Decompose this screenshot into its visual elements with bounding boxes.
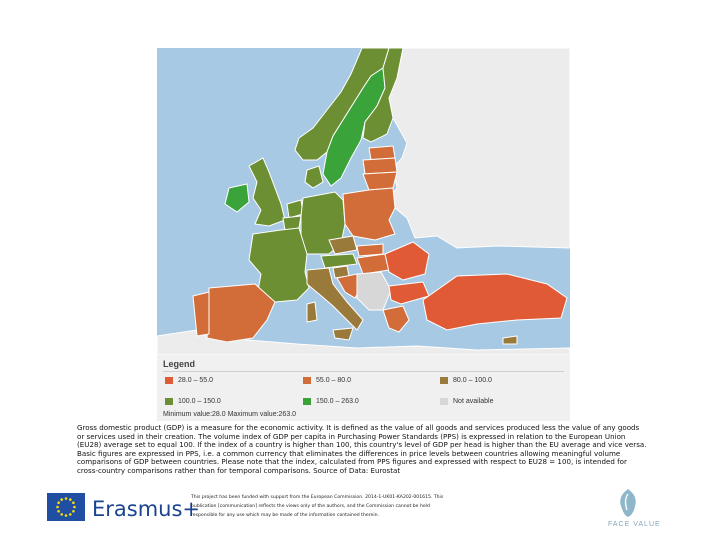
legend-item: [303, 377, 351, 384]
legend-swatch: [303, 377, 311, 384]
legend-item: [440, 398, 493, 405]
legend-item: [440, 377, 492, 384]
map-legend: [157, 355, 570, 421]
legend-swatch: [440, 398, 448, 405]
sardinia: [307, 302, 317, 322]
legend-item: [165, 398, 221, 405]
legend-swatch: [165, 398, 173, 405]
eu-stars-icon: [47, 493, 85, 521]
legend-swatch: [303, 398, 311, 405]
gdp-map: [157, 48, 570, 355]
legend-swatch: [165, 377, 173, 384]
erasmus-logo-text: Erasmus+: [92, 497, 201, 521]
non-eu-east: [389, 48, 570, 248]
face-value-logo-text: FACE VALUE: [608, 521, 661, 528]
legend-min-max: Minimum value:28.0 Maximum value:263.0: [163, 411, 297, 418]
legend-label: 28.0 – 55.0: [178, 377, 214, 384]
slovakia: [357, 244, 383, 256]
legend-label: 100.0 – 150.0: [178, 398, 221, 405]
latvia: [363, 158, 397, 174]
caption-text: Gross domestic product (GDP) is a measure for the economic activity. It is defined as the value of all goods and services produced less the value of any goods or services used in their creation. The volume index of GDP per capita in Purchasing Power Standards (PPS) is expressed in relation to the European Union (EU28) average set to equal 100. If the index of a country is higher than 100, this country's level of GDP per head is higher than the EU average and vice versa. Basic figures are expressed in PPS, i.e. a common currency that eliminates the differences in price levels between countries allowing meaningful volume comparisons of GDP between countries. Please note that the index, calculated from PPS figures and expressed with respect to EU28 = 100, is intended for cross-country comparisons rather than for temporal comparisons. Source of Data: Eurostat: [77, 423, 647, 475]
legend-label: 80.0 – 100.0: [453, 377, 492, 384]
sicily: [333, 328, 353, 340]
poland: [343, 188, 395, 240]
legend-label: Not available: [453, 398, 494, 405]
legend-item: [303, 398, 359, 405]
lithuania: [363, 172, 397, 190]
funding-disclaimer: This project has been funded with support from the European Commission. 2014-1-UK01-KA202-001615. This publication [communication] reflects the views only of the authors, and the Commission cannot be held responsible for any use which may be made of the information contained therein.: [191, 495, 444, 518]
legend-label: 55.0 – 80.0: [316, 377, 352, 384]
legend-swatch: [440, 377, 448, 384]
hungary: [357, 254, 389, 274]
legend-divider: [163, 371, 564, 372]
europe-map-svg: [157, 48, 570, 355]
cyprus: [503, 336, 517, 344]
legend-label: 150.0 – 263.0: [316, 398, 359, 405]
eu-flag-icon: [47, 493, 85, 521]
face-value-logo-icon: [615, 488, 641, 518]
legend-item: [165, 377, 213, 384]
legend-title: Legend: [163, 359, 196, 369]
